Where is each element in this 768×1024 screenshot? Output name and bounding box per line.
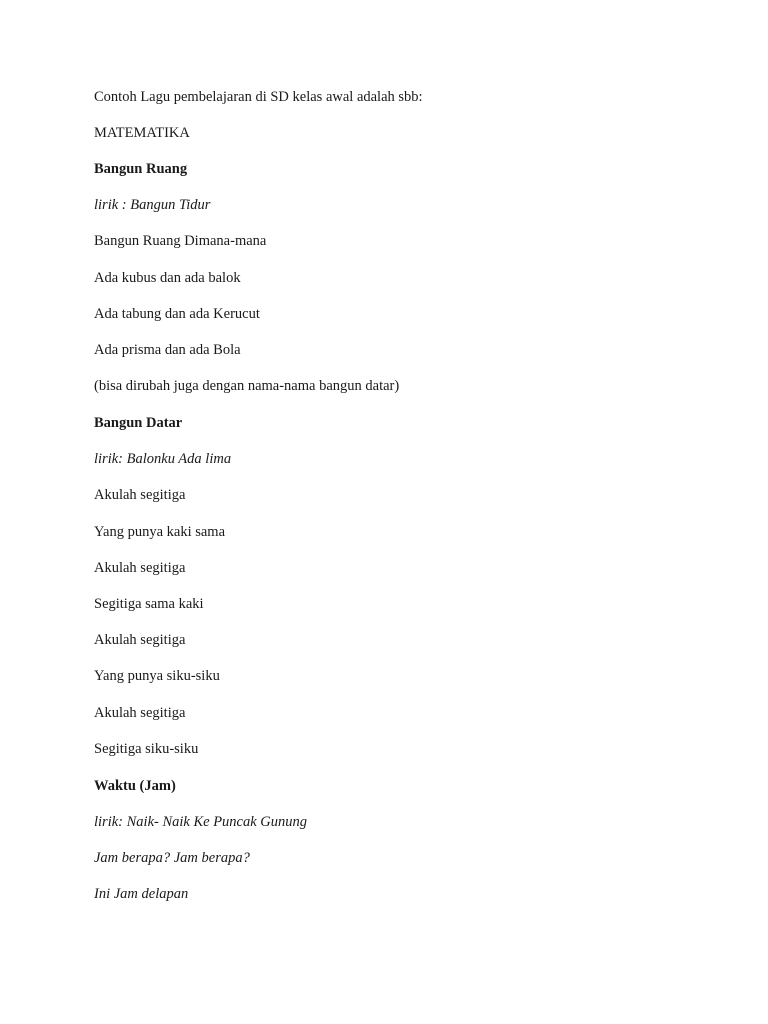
lyric-line: Ini Jam delapan [94, 886, 189, 902]
section-title-waktu: Waktu (Jam) [94, 778, 176, 794]
lyric-line: Ada tabung dan ada Kerucut [94, 306, 260, 322]
lyric-line: Bangun Ruang Dimana-mana [94, 233, 267, 249]
lyric-line: Yang punya kaki sama [94, 524, 226, 540]
lyric-line: Jam berapa? Jam berapa? [94, 850, 250, 866]
melody-note: lirik : Bangun Tidur [94, 197, 211, 213]
lyric-line: Akulah segitiga [94, 705, 186, 721]
lyric-line: Segitiga sama kaki [94, 596, 204, 612]
subject-heading: MATEMATIKA [94, 125, 190, 141]
melody-note: lirik: Balonku Ada lima [94, 451, 232, 467]
lyric-line: Ada kubus dan ada balok [94, 270, 241, 286]
lyric-line: Akulah segitiga [94, 487, 186, 503]
section-title-bangun-ruang: Bangun Ruang [94, 161, 188, 177]
intro-line: Contoh Lagu pembelajaran di SD kelas awal adalah sbb: [94, 89, 423, 105]
lyric-line: Segitiga siku-siku [94, 741, 199, 757]
lyric-line: Yang punya siku-siku [94, 668, 220, 684]
lyric-line: Ada prisma dan ada Bola [94, 342, 241, 358]
melody-note: lirik: Naik- Naik Ke Puncak Gunung [94, 814, 308, 830]
lyric-line: Akulah segitiga [94, 632, 186, 648]
note-line: (bisa dirubah juga dengan nama-nama bangun datar) [94, 378, 400, 394]
section-title-bangun-datar: Bangun Datar [94, 415, 183, 431]
lyric-line: Akulah segitiga [94, 560, 186, 576]
